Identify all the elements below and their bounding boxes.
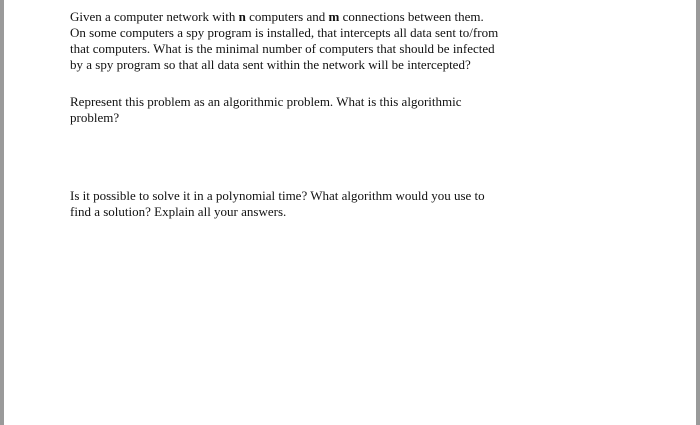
variable-n: n: [238, 9, 246, 24]
problem-line-3: that computers. What is the minimal number of computers that should be infected: [70, 41, 495, 56]
text-segment: Given a computer network with: [70, 9, 239, 24]
representation-question-paragraph: [70, 94, 462, 126]
representation-line-1: Represent this problem as an algorithmic problem. What is this algorithmic: [70, 94, 462, 109]
text-segment: connections between them.: [339, 9, 484, 24]
text-segment: computers and: [245, 9, 329, 24]
complexity-question-paragraph: [70, 188, 485, 220]
complexity-line-1: Is it possible to solve it in a polynomial time? What algorithm would you use to: [70, 188, 485, 203]
problem-line-2: On some computers a spy program is installed, that intercepts all data sent to/from: [70, 25, 499, 40]
right-viewer-border: [696, 0, 700, 425]
problem-line-1: [70, 9, 498, 25]
document-page: [4, 0, 696, 425]
representation-line-2: problem?: [70, 110, 120, 125]
complexity-line-2: find a solution? Explain all your answers.: [70, 204, 287, 219]
problem-line-4: by a spy program so that all data sent within the network will be intercepted?: [70, 57, 471, 72]
variable-m: m: [328, 9, 340, 24]
problem-statement-paragraph: [70, 9, 498, 73]
